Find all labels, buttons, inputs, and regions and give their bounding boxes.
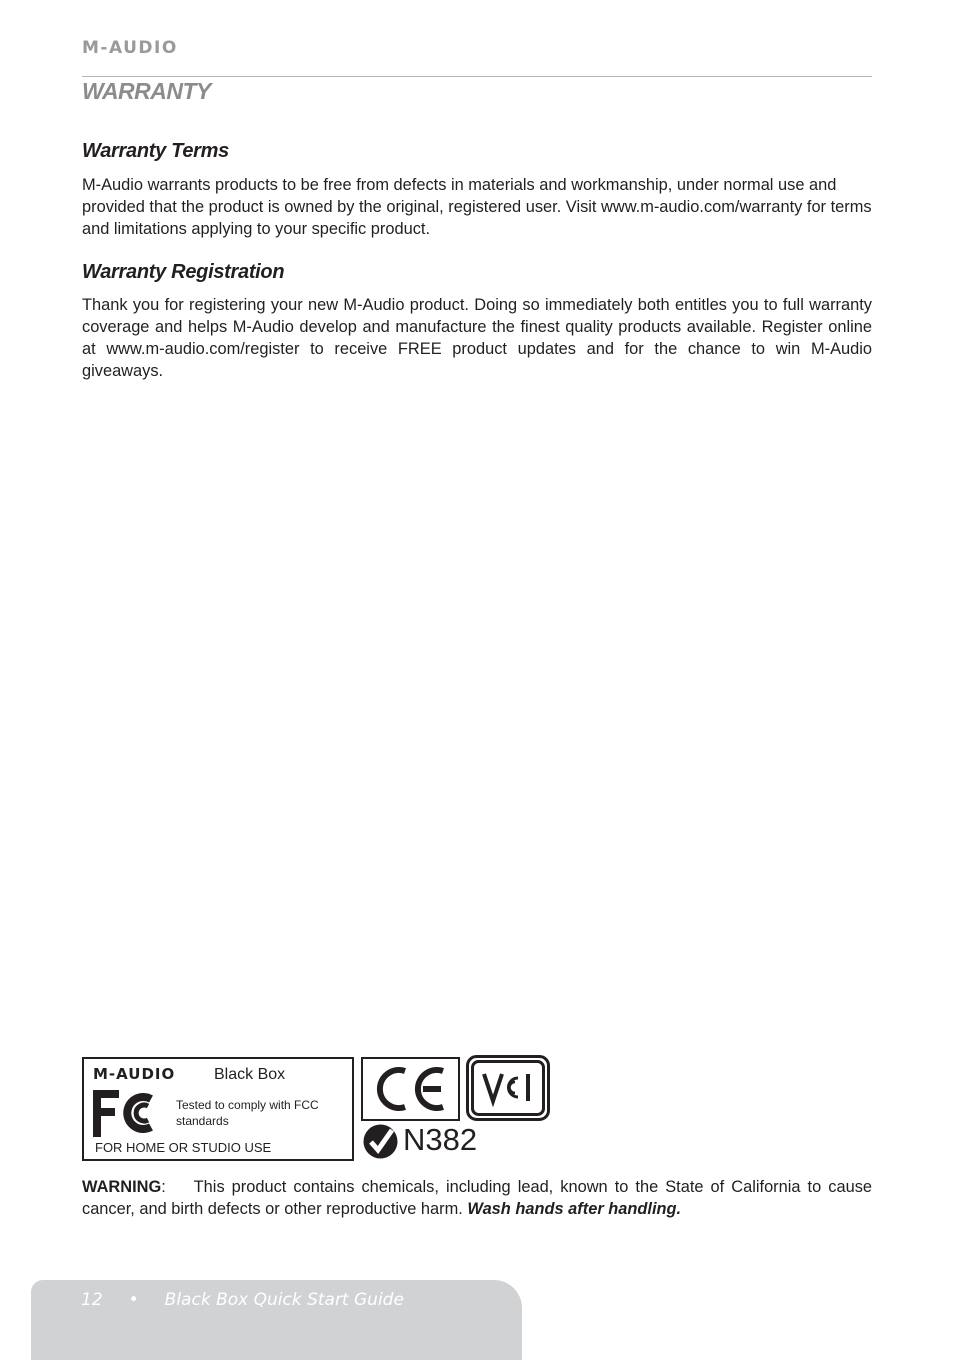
page-number: 12 [81,1290,103,1310]
warranty-registration-body: Thank you for registering your new M-Audio product. Doing so immediately both entitles you to full warranty coverage and helps M-Audio develop and manufacture the finest quality products available. Register online at www.m-audio.com/register to receive FREE product updates and for the chance to win M-Audio giveaways. [82,296,872,380]
fcc-compliance-label [82,1057,354,1161]
fcc-label-product: Black Box [214,1066,286,1083]
warranty-terms-heading: Warranty Terms [82,140,229,162]
header-rule [82,76,872,77]
warning-emphasis: Wash hands after handling. [467,1200,682,1218]
guide-title: Black Box Quick Start Guide [164,1290,404,1310]
fcc-label-brand: M-AUDIO [93,1065,176,1083]
fcc-logo-icon [91,1087,165,1139]
c-tick-code: N382 [403,1122,478,1157]
fcc-label-use: FOR HOME OR STUDIO USE [95,1140,272,1155]
c-tick-mark-icon [363,1124,398,1159]
fcc-label-tested: Tested to comply with FCC standards [176,1098,319,1128]
vcci-mark-icon [466,1055,550,1121]
footer-tab [31,1280,522,1360]
ce-mark [361,1057,460,1121]
prop65-warning [82,1176,872,1220]
section-title: WARRANTY [82,78,211,104]
warning-text: This product contains chemicals, including lead, known to the State of California to cause cancer, and birth defects or other reproductive harm. [82,1178,873,1218]
warning-label: WARNING [82,1178,162,1196]
footer-bullet: • [128,1290,139,1310]
warranty-registration-heading: Warranty Registration [82,261,285,283]
ce-mark-icon [373,1065,449,1113]
warning-separator: : [161,1178,166,1196]
brand-logo: M-AUDIO [82,38,178,58]
warranty-terms-body: M-Audio warrants products to be free from defects in materials and workmanship, under normal use and provided that the product is owned by the original, registered user. Visit www.m-audio.com/warranty for terms and limitations applying to your specific product. [82,176,872,238]
